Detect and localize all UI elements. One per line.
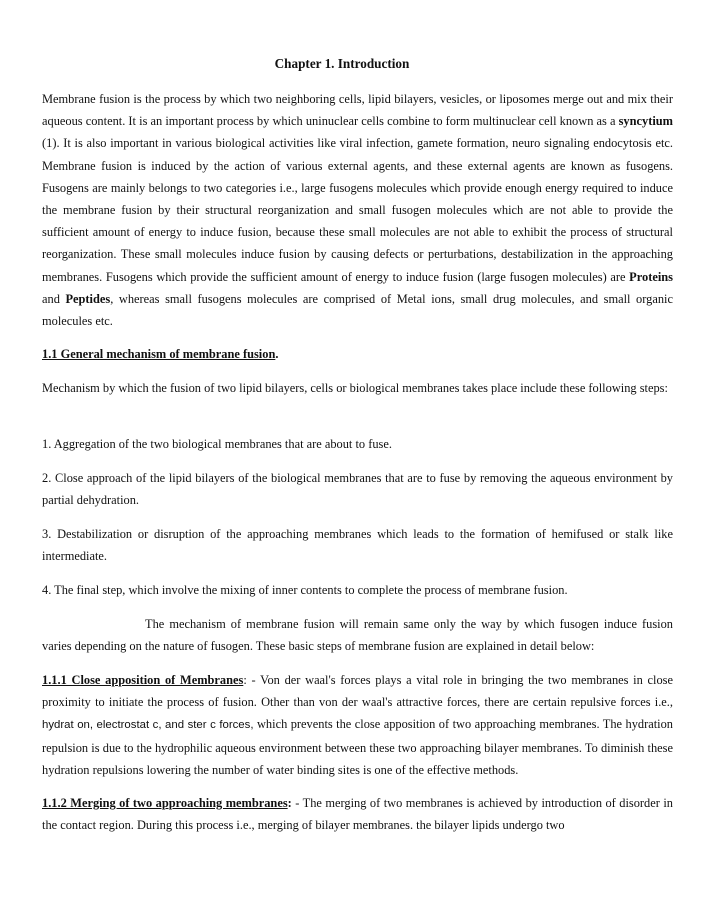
section-1-1-heading-text: 1.1 General mechanism of membrane fusion bbox=[42, 347, 276, 361]
step-2: 2. Close approach of the lipid bilayers of the biological membranes that are to fuse by removing the aqueous environment by partial dehydration. bbox=[42, 471, 673, 508]
intro-paragraph bbox=[42, 88, 673, 332]
intro-text-1: Membrane fusion is the process by which two neighboring cells, lipid bilayers, vesicles, or liposomes merge out and mix their aqueous content. It is an important process by which uninuclear cells combine to form multinuclear cell known as a bbox=[42, 92, 673, 129]
step-3: 3. Destabilization or disruption of the approaching membranes which leads to the formation of hemifused or stalk like intermediate. bbox=[42, 527, 673, 564]
section-1-1-1-text-1: Von der waal's forces plays a vital role in bringing the two membranes in close proximity to initiate the process of fusion. Other than von der waal's attractive forces, there are certain repulsive forces i.e., bbox=[42, 673, 673, 710]
intro-text-4: , whereas small fusogens molecules are comprised of Metal ions, small drug molecules, and small organic molecules etc. bbox=[42, 291, 673, 329]
intro-text-2: (1). It is also important in various biological activities like viral infection, gamete formation, neuro signaling endocytosis etc. Membrane fusion is induced by the action of various external agents, and these external agents are known as fusogens. Fusogens are mainly belongs to two categories i.e., large fusogens molecules which provide enough energy required to induce the membrane fusion by their structural reorganization and small fusogen molecules which are not able to provide the sufficient amount of energy to induce fusion, because these small molecules are not able to exhibit the process of structural reorganization. These small molecules induce fusion by causing defects or perturbations, destabilization in the approaching membranes. Fusogens which provide the sufficient amount of energy to induce fusion (large fusogen molecules) are bbox=[42, 136, 673, 284]
section-1-1-heading bbox=[42, 343, 673, 365]
mechanism-summary-text: The mechanism of membrane fusion will remain same only the way by which fusogen induce fusion varies depending on the nature of fusogen. These basic steps of membrane fusion are explained in detail below: bbox=[42, 617, 673, 654]
section-1-1-2-text: - The merging of two membranes is achieved by introduction of disorder in the contact region. During this process i.e., merging of bilayer membranes. the bilayer lipids undergo two bbox=[42, 796, 673, 833]
section-1-1-1-text-2: which prevents the close apposition of two approaching membranes. The hydration repulsion is due to the hydrophilic aqueous environment between these two approaching bilayer membranes. To diminish these hydration repulsions lowering the number of water binding sites is one of the effective methods. bbox=[42, 717, 674, 777]
section-1-1-1-colon: : - bbox=[243, 673, 256, 687]
step-1: 1. Aggregation of the two biological membranes that are about to fuse. bbox=[42, 437, 392, 451]
repulsive-forces-list: hydrat on, electrostat c, and ster c forces, bbox=[42, 719, 254, 732]
section-1-1-2-colon: : bbox=[287, 796, 292, 810]
section-1-1-intro: Mechanism by which the fusion of two lipid bilayers, cells or biological membranes takes place include these following steps: bbox=[42, 381, 668, 395]
intro-text-3: and bbox=[42, 291, 66, 306]
step-4: 4. The final step, which involve the mixing of inner contents to complete the process of membrane fusion. bbox=[42, 583, 568, 597]
section-1-1-2-paragraph bbox=[42, 792, 673, 836]
section-1-1-1-heading: 1.1.1 Close apposition of Membranes bbox=[42, 673, 244, 687]
chapter-title: Chapter 1. Introduction bbox=[274, 56, 410, 71]
term-syncytium: syncytium bbox=[618, 114, 673, 129]
term-proteins: Proteins bbox=[629, 269, 673, 284]
section-1-1-2-heading: 1.1.2 Merging of two approaching membranes bbox=[42, 796, 288, 810]
section-1-1-heading-period: . bbox=[275, 347, 279, 361]
section-1-1-1-paragraph bbox=[42, 669, 673, 781]
mechanism-summary bbox=[42, 613, 673, 657]
term-peptides: Peptides bbox=[65, 291, 111, 306]
